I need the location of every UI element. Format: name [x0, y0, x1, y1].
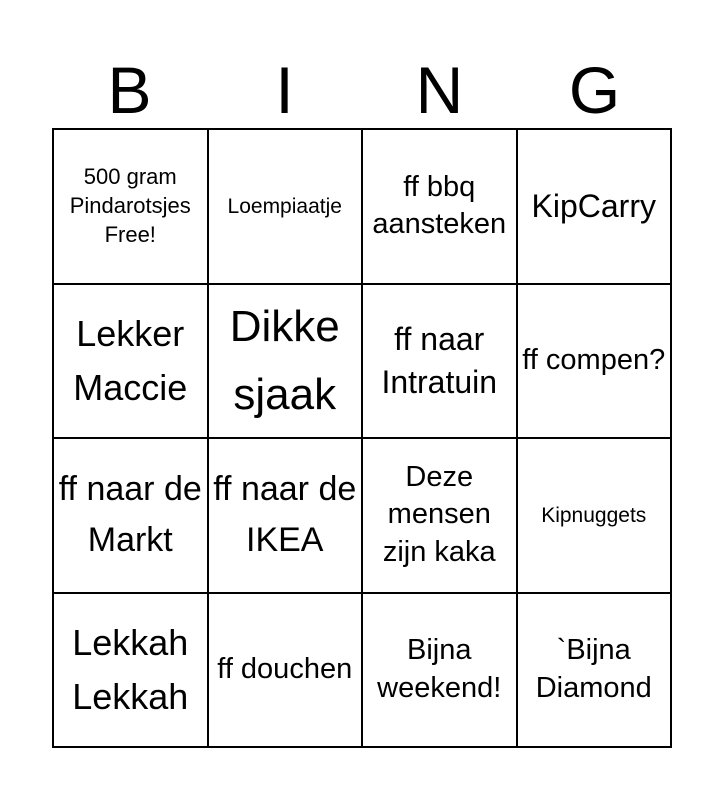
header-letter-g: G — [568, 53, 621, 127]
bingo-cell-r3c2[interactable] — [209, 439, 364, 594]
bingo-cell-r1c3[interactable] — [363, 130, 518, 285]
bingo-cell-label: Kipnuggets — [541, 503, 647, 527]
bingo-cell-label: ff naar Intratuin — [381, 320, 498, 400]
bingo-cell-label: Lekker Maccie — [73, 312, 188, 408]
bingo-cell-r3c4[interactable] — [518, 439, 673, 594]
bingo-cell-r1c4[interactable] — [518, 130, 673, 285]
bingo-cell-r2c3[interactable] — [363, 285, 518, 440]
bingo-cell-r1c2[interactable] — [209, 130, 364, 285]
header-letter-b: B — [107, 53, 152, 127]
bingo-cell-label: Lekkah Lekkah — [72, 621, 189, 717]
bingo-cell-r4c3[interactable] — [363, 594, 518, 749]
bingo-cell-r1c1[interactable] — [54, 130, 209, 285]
bingo-cell-r3c1[interactable] — [54, 439, 209, 594]
bingo-cell-label: 500 gram Pindarotsjes Free! — [69, 164, 191, 247]
bingo-cell-r2c1[interactable] — [54, 285, 209, 440]
bingo-cell-label: ff naar de IKEA — [213, 470, 357, 560]
bingo-cell-label: ff naar de Markt — [58, 470, 202, 560]
bingo-cell-label: Loempiaatje — [227, 194, 342, 218]
bingo-cell-label: Deze mensen zijn kaka — [382, 460, 496, 569]
bingo-cell-r3c3[interactable] — [363, 439, 518, 594]
bingo-header — [52, 52, 672, 128]
bingo-cell-label: ff compen? — [522, 343, 666, 376]
bingo-cell-r2c2[interactable] — [209, 285, 364, 440]
header-letter-i: I — [275, 53, 294, 127]
bingo-cell-label: Bijna weekend! — [377, 634, 502, 704]
bingo-cell-label: Dikke sjaak — [229, 301, 340, 419]
bingo-cell-r4c4[interactable] — [518, 594, 673, 749]
bingo-cell-label: KipCarry — [531, 187, 656, 224]
header-letter-n: N — [415, 53, 464, 127]
bingo-card-grid — [52, 128, 672, 748]
bingo-cell-label: `Bijna Diamond — [535, 634, 652, 704]
bingo-cell-label: ff bbq aansteken — [372, 170, 507, 241]
bingo-cell-r4c2[interactable] — [209, 594, 364, 749]
bingo-cell-r4c1[interactable] — [54, 594, 209, 749]
bingo-cell-r2c4[interactable] — [518, 285, 673, 440]
bingo-cell-label: ff douchen — [217, 652, 353, 685]
